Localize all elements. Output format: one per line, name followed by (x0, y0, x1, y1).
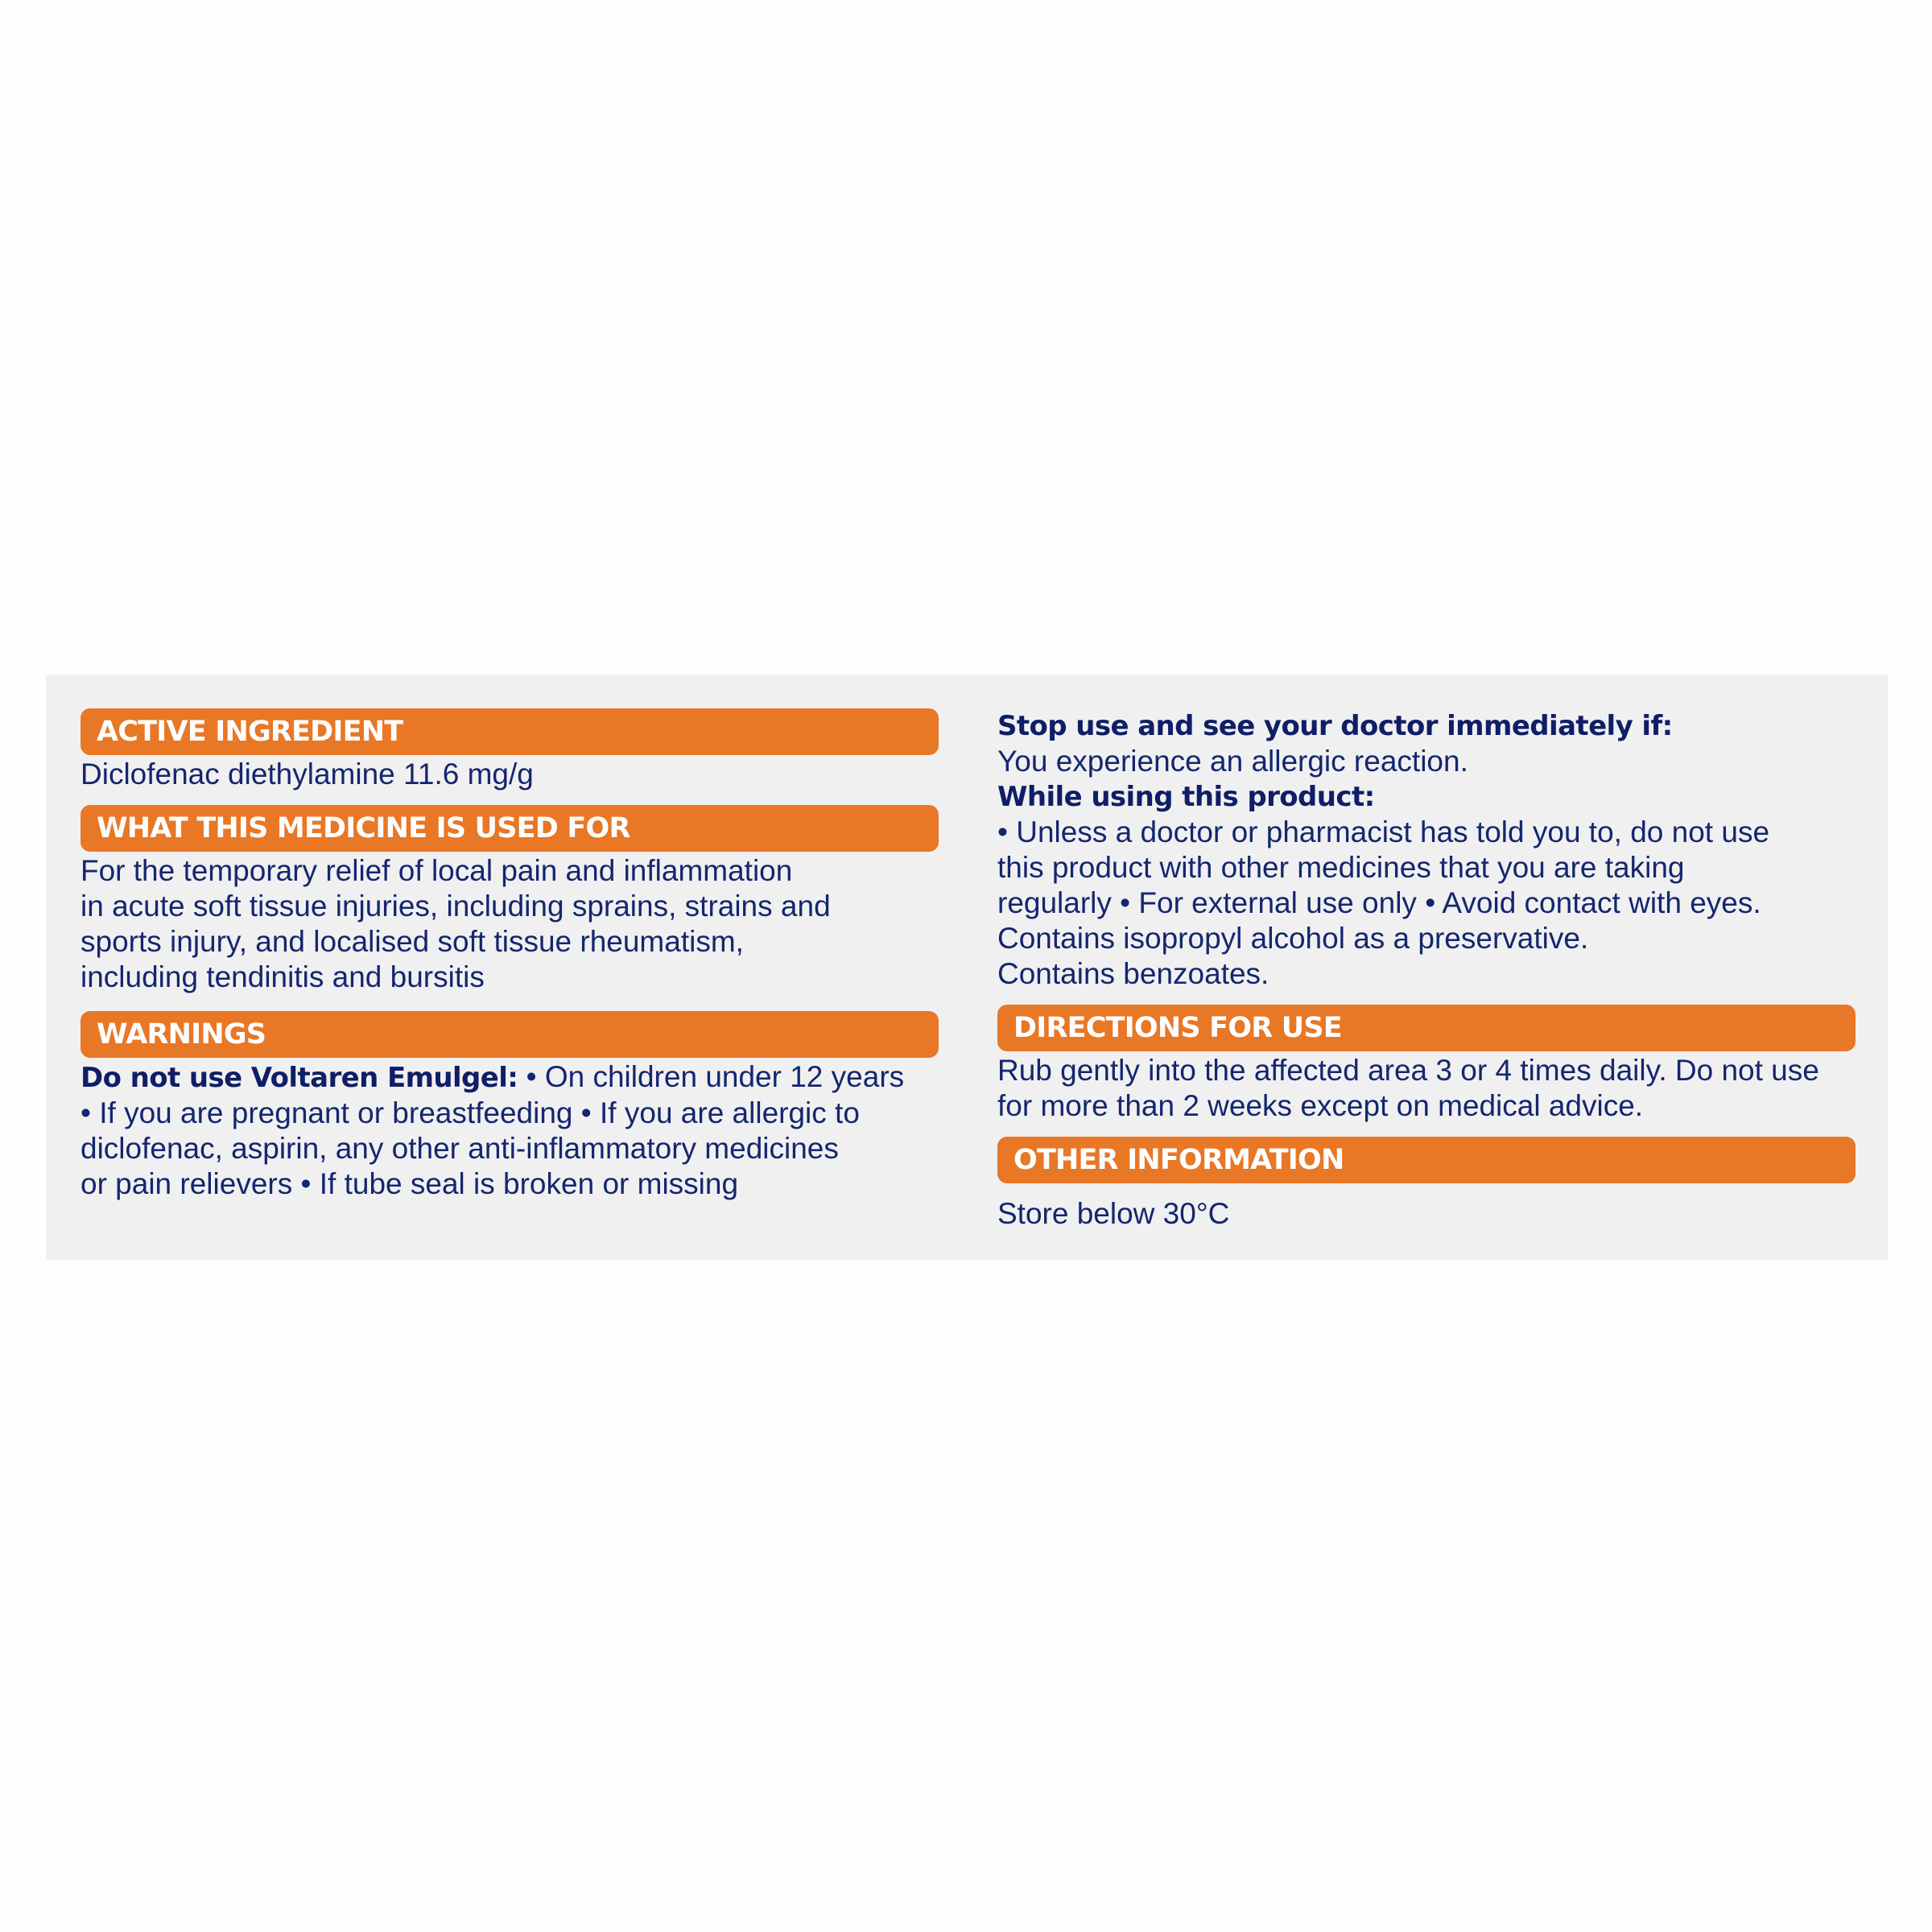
used-for-line: including tendinitis and bursitis (80, 960, 485, 993)
used-for-heading: WHAT THIS MEDICINE IS USED FOR (80, 805, 939, 852)
while-using-line: • Unless a doctor or pharmacist has told you to, do not use (997, 815, 1770, 848)
warnings-text (80, 1059, 939, 1202)
warnings-line: • If you are pregnant or breastfeeding • If you are allergic to (80, 1096, 860, 1129)
directions-heading: DIRECTIONS FOR USE (997, 1005, 1856, 1051)
other-info-heading: OTHER INFORMATION (997, 1137, 1856, 1183)
warnings-lead-bold: Do not use Voltaren Emulgel: (80, 1062, 518, 1094)
warnings-line: or pain relievers • If tube seal is broken or missing (80, 1167, 739, 1200)
while-using-line: Contains benzoates. (997, 957, 1269, 990)
used-for-line: in acute soft tissue injuries, including sprains, strains and (80, 890, 831, 923)
warnings-lead-rest: • On children under 12 years (518, 1060, 905, 1093)
while-using-line: Contains isopropyl alcohol as a preservative. (997, 922, 1589, 955)
warnings-heading: WARNINGS (80, 1011, 939, 1058)
directions-line: for more than 2 weeks except on medical advice. (997, 1089, 1644, 1122)
active-ingredient-text: Diclofenac diethylamine 11.6 mg/g (80, 758, 534, 791)
while-using-line: this product with other medicines that you are taking (997, 851, 1685, 884)
right-column (997, 708, 1856, 1232)
used-for-line: For the temporary relief of local pain and inflammation (80, 854, 793, 887)
while-using-line: regularly • For external use only • Avoid contact with eyes. (997, 886, 1761, 919)
other-info-text: Store below 30°C (997, 1197, 1230, 1230)
used-for-text (80, 853, 939, 995)
while-using-heading: While using this product: (997, 781, 1375, 813)
warnings-lead-line (80, 1059, 939, 1096)
medicine-info-panel (46, 675, 1888, 1260)
while-using-text (997, 815, 1856, 992)
used-for-line: sports injury, and localised soft tissue rheumatism, (80, 925, 744, 958)
active-ingredient-heading: ACTIVE INGREDIENT (80, 708, 939, 755)
stop-use-text: You experience an allergic reaction. (997, 745, 1468, 778)
directions-text (997, 1053, 1856, 1124)
warnings-line: diclofenac, aspirin, any other anti-inflammatory medicines (80, 1132, 839, 1165)
left-column (80, 708, 939, 1202)
directions-line: Rub gently into the affected area 3 or 4 times daily. Do not use (997, 1054, 1819, 1087)
stop-use-heading: Stop use and see your doctor immediately if: (997, 710, 1673, 742)
